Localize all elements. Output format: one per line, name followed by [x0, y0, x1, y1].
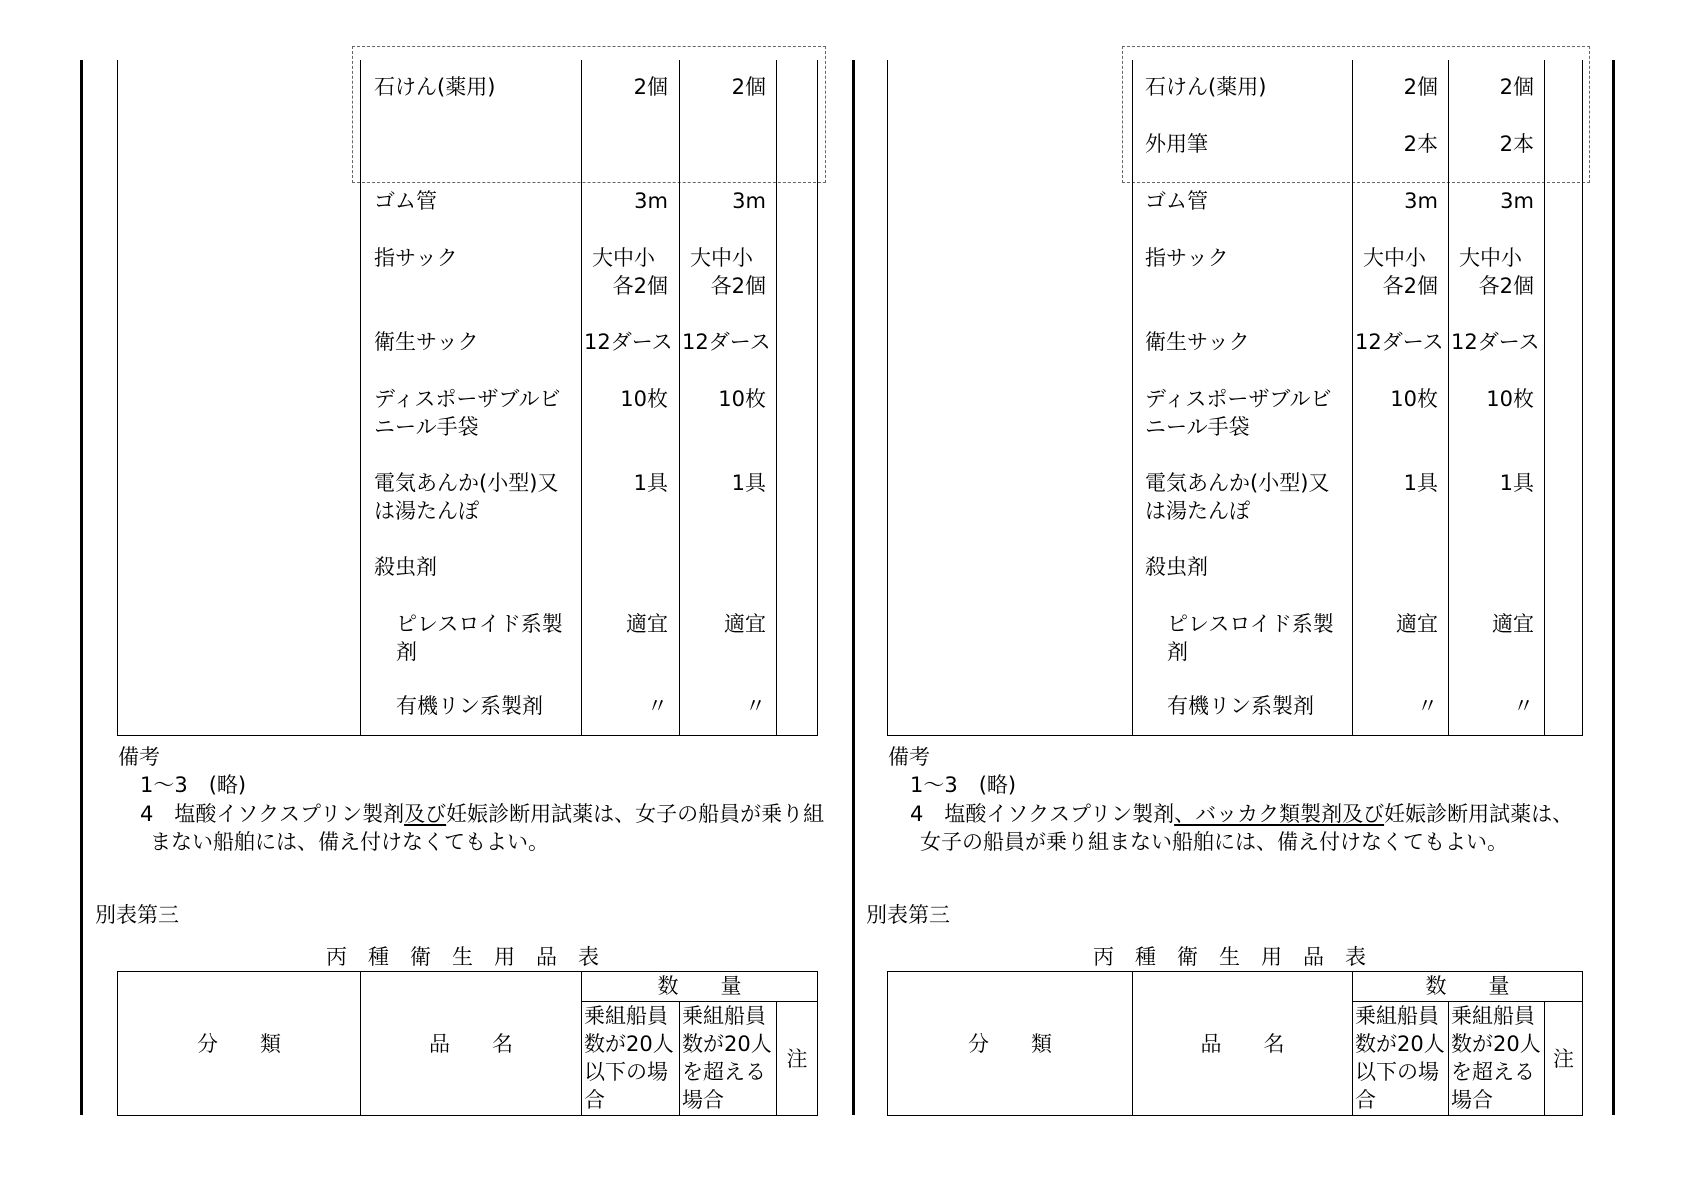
- quantity-small-crew: 1具: [633, 471, 668, 495]
- quantity-large-crew: 〃: [745, 694, 766, 718]
- appendix-label: 別表第三: [866, 903, 950, 927]
- remarks-line: 1～3 (略): [910, 773, 1017, 797]
- right-change-highlight: [1122, 46, 1590, 183]
- header-small-crew: 以下の場: [1355, 1060, 1439, 1084]
- quantity-small-crew: 12ダース: [584, 330, 673, 354]
- header-large-crew: 場合: [682, 1088, 724, 1112]
- item-name: 指サック: [374, 246, 458, 270]
- quantity-small-crew: 10枚: [620, 387, 668, 411]
- left-margin-rule: [80, 60, 83, 1115]
- quantity-small-crew: 3m: [634, 189, 668, 213]
- header-note: 注: [786, 1047, 808, 1071]
- quantity-large-crew: 各2個: [1478, 274, 1534, 298]
- header-category: 分 類: [968, 1032, 1052, 1056]
- quantity-small-crew: 10枚: [1390, 387, 1438, 411]
- item-name: 衛生サック: [374, 330, 479, 354]
- quantity-small-crew: 〃: [647, 694, 668, 718]
- amended-text: 及び: [404, 802, 447, 826]
- left-table-border: [360, 60, 361, 736]
- left-change-highlight: [352, 46, 826, 183]
- quantity-small-crew: 2個: [633, 75, 668, 99]
- right-table-border: [1582, 60, 1583, 736]
- header-category: 分 類: [197, 1032, 281, 1056]
- quantity-small-crew: 各2個: [1382, 274, 1438, 298]
- quantity-small-crew: 2本: [1403, 132, 1438, 156]
- header-large-crew: 乗組船員: [682, 1004, 766, 1028]
- remarks-line: 4 塩酸イソクスプリン製剤、バッカク類製剤及び妊娠診断用試薬は、: [910, 802, 1574, 826]
- item-name: 有機リン系製剤: [1167, 694, 1314, 718]
- right-table-border: [1132, 60, 1133, 736]
- right-table-border: [1352, 60, 1353, 736]
- item-name: ニール手袋: [1145, 415, 1250, 439]
- item-name: 電気あんか(小型)又: [374, 471, 559, 495]
- remarks-line: 女子の船員が乗り組まない船舶には、備え付けなくてもよい。: [920, 830, 1508, 854]
- header-note: 注: [1553, 1047, 1574, 1071]
- quantity-large-crew: 2本: [1499, 132, 1534, 156]
- remarks-line: まない船舶には、備え付けなくてもよい。: [150, 830, 549, 854]
- quantity-large-crew: 12ダース: [682, 330, 771, 354]
- left-table-border: [117, 60, 118, 736]
- quantity-large-crew: 3m: [1500, 189, 1534, 213]
- header-quantity: 数 量: [657, 974, 742, 998]
- quantity-small-crew: 1具: [1403, 471, 1438, 495]
- header-small-crew: 合: [584, 1088, 605, 1112]
- center-divider-rule: [852, 60, 855, 1115]
- quantity-large-crew: 12ダース: [1451, 330, 1540, 354]
- header-large-crew: 数が20人: [1451, 1032, 1541, 1056]
- quantity-small-crew: 適宜: [1396, 612, 1438, 636]
- header-small-crew: 合: [1355, 1088, 1376, 1112]
- header-large-crew: 場合: [1451, 1088, 1493, 1112]
- header-small-crew: 数が20人: [1355, 1032, 1445, 1056]
- quantity-small-crew: 大中小: [592, 246, 655, 270]
- header-large-crew: を超える: [1451, 1060, 1535, 1084]
- quantity-large-crew: 2個: [1499, 75, 1534, 99]
- left-table-border: [679, 60, 680, 736]
- header-item-name: 品 名: [1200, 1032, 1285, 1056]
- appendix-label: 別表第三: [95, 903, 179, 927]
- item-name: 剤: [1167, 640, 1188, 664]
- quantity-large-crew: 各2個: [710, 274, 766, 298]
- quantity-large-crew: 適宜: [724, 612, 766, 636]
- item-name: ゴム管: [374, 189, 437, 213]
- appendix-table-title: 丙 種 衛 生 用 品 表: [326, 945, 599, 969]
- left-table-bottom: [117, 735, 818, 736]
- quantity-large-crew: 大中小: [690, 246, 753, 270]
- quantity-large-crew: 適宜: [1492, 612, 1534, 636]
- header-small-crew: 乗組船員: [1355, 1004, 1439, 1028]
- item-name: ゴム管: [1145, 189, 1208, 213]
- remarks-line: 1～3 (略): [140, 773, 247, 797]
- quantity-large-crew: 〃: [1513, 694, 1534, 718]
- left-table-border: [581, 60, 582, 736]
- header-large-crew: を超える: [682, 1060, 766, 1084]
- quantity-large-crew: 10枚: [718, 387, 766, 411]
- quantity-large-crew: 2個: [731, 75, 766, 99]
- item-name: 殺虫剤: [374, 555, 437, 579]
- right-table-border: [1448, 60, 1449, 736]
- quantity-large-crew: 10枚: [1486, 387, 1534, 411]
- item-name: 石けん(薬用): [374, 75, 496, 99]
- remarks-title: 備考: [888, 745, 930, 769]
- right-table-bottom: [887, 735, 1583, 736]
- quantity-small-crew: 2個: [1403, 75, 1438, 99]
- remarks-line: 4 塩酸イソクスプリン製剤及び妊娠診断用試薬は、女子の船員が乗り組: [140, 802, 825, 826]
- remarks-title: 備考: [118, 745, 160, 769]
- header-item-name: 品 名: [429, 1032, 513, 1056]
- amended-text: 、バッカク類製剤及び: [1174, 802, 1385, 826]
- item-name: ピレスロイド系製: [1167, 612, 1334, 636]
- header-quantity: 数 量: [1425, 974, 1510, 998]
- quantity-small-crew: 12ダース: [1355, 330, 1444, 354]
- quantity-large-crew: 3m: [732, 189, 766, 213]
- left-table-border: [776, 60, 777, 736]
- item-name: は湯たんぽ: [1145, 499, 1250, 523]
- item-name: ディスポーザブルビ: [374, 387, 561, 411]
- quantity-small-crew: 各2個: [612, 274, 668, 298]
- item-name: 外用筆: [1145, 132, 1208, 156]
- item-name: 剤: [396, 640, 417, 664]
- item-name: 衛生サック: [1145, 330, 1250, 354]
- quantity-small-crew: 〃: [1417, 694, 1438, 718]
- appendix-table-title: 丙 種 衛 生 用 品 表: [1093, 945, 1366, 969]
- right-table-border: [887, 60, 888, 736]
- quantity-large-crew: 大中小: [1459, 246, 1522, 270]
- item-name: ディスポーザブルビ: [1145, 387, 1332, 411]
- quantity-large-crew: 1具: [1499, 471, 1534, 495]
- item-name: 有機リン系製剤: [396, 694, 543, 718]
- quantity-large-crew: 1具: [731, 471, 766, 495]
- quantity-small-crew: 3m: [1404, 189, 1438, 213]
- quantity-small-crew: 大中小: [1363, 246, 1426, 270]
- header-small-crew: 数が20人: [584, 1032, 674, 1056]
- item-name: ピレスロイド系製: [396, 612, 563, 636]
- item-name: ニール手袋: [374, 415, 479, 439]
- item-name: 石けん(薬用): [1145, 75, 1267, 99]
- header-large-crew: 数が20人: [682, 1032, 772, 1056]
- item-name: 殺虫剤: [1145, 555, 1208, 579]
- item-name: 指サック: [1145, 246, 1229, 270]
- right-margin-rule: [1612, 60, 1615, 1115]
- header-small-crew: 乗組船員: [584, 1004, 668, 1028]
- item-name: は湯たんぽ: [374, 499, 479, 523]
- left-table-border: [817, 60, 818, 736]
- item-name: 電気あんか(小型)又: [1145, 471, 1330, 495]
- quantity-small-crew: 適宜: [626, 612, 668, 636]
- right-table-border: [1544, 60, 1545, 736]
- header-small-crew: 以下の場: [584, 1060, 668, 1084]
- header-large-crew: 乗組船員: [1451, 1004, 1535, 1028]
